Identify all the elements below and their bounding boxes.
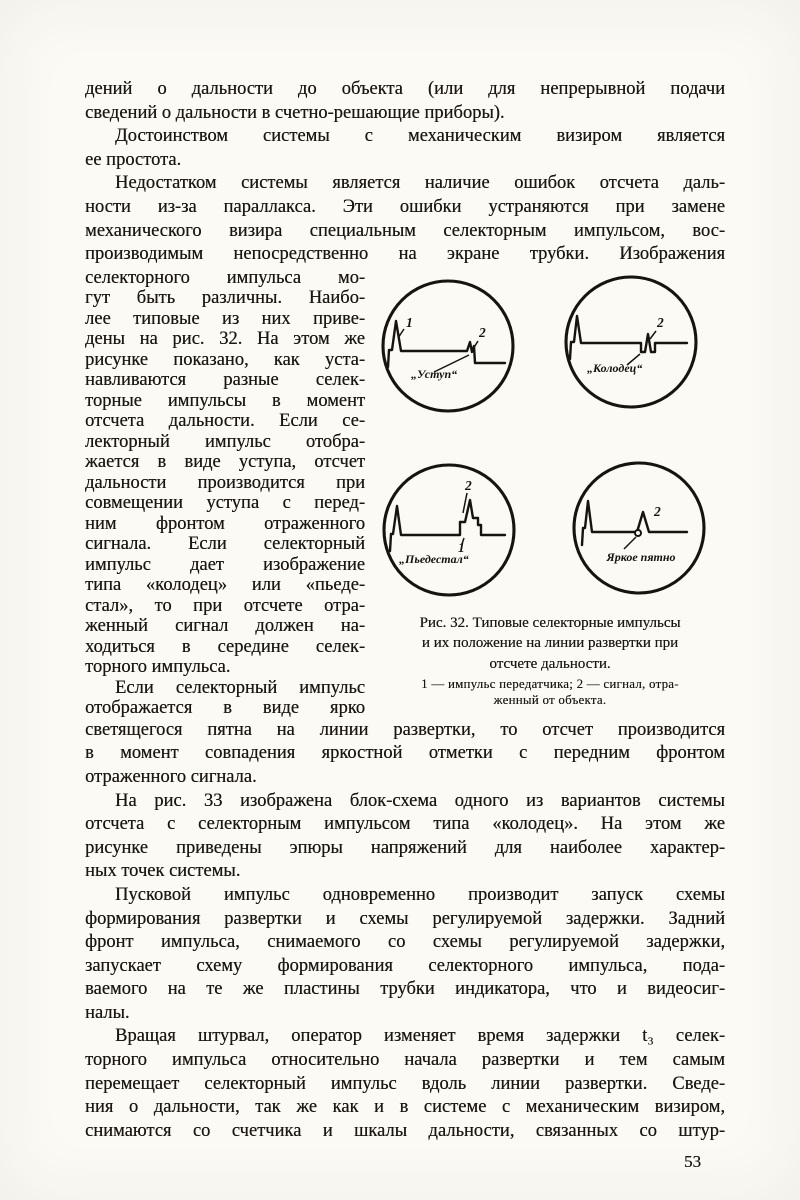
page-number: 53 [684,1152,701,1172]
text-line: торного импульса. [85,657,231,678]
screen-label: Яркое пятно [606,549,676,564]
text-line: светящегося пятна на линии развертки, то отсчет производится [85,719,725,740]
text-line: лекторный импульс отобра- [85,431,365,452]
text-line: совмещении уступа с перед- [85,493,365,514]
waveform-trace-pedestal [390,500,505,551]
text-line: снимаются со счетчика и шкалы дальности, связанных со штур- [85,1120,725,1141]
text-line: женный сигнал должен на- [85,616,365,637]
paragraph [85,719,725,790]
waveform-trace-kolodets [570,316,687,359]
screen-label: „Пьедестал“ [399,551,469,566]
crt-screen-pedestal [379,460,519,600]
text-line: ности из-за параллакса. Эти ошибки устраняются при замене [85,196,725,217]
figure-caption [375,613,725,675]
paragraph [85,78,725,125]
paragraph [85,125,725,172]
text-line: формирования развертки и схемы регулируемой задержки. Задний [85,908,725,929]
screen-label: „Колодец“ [587,360,643,375]
leader-line [463,493,467,513]
crt-circle [384,465,514,595]
text-line: На рис. 33 изображена блок-схема одного из вариантов системы [115,790,725,811]
crt-screen-kolodets [561,272,701,412]
text-line: Пусковой импульс одновременно производит запуск схемы [115,884,725,905]
text-line: отсчете дальности. [489,655,611,672]
figure-note [375,677,725,708]
text-line: жается в виде уступа, отсчет [85,452,365,473]
text-line: Недостатком системы является наличие ошибок отсчета даль- [115,173,725,194]
text-line: дений о дальности до объекта (или для непрерывной подачи [85,79,725,99]
text-line: рисунке показано, как уста- [85,349,365,370]
text-line: ных точек системы. [85,861,241,882]
paragraph [85,790,725,884]
page-content [85,78,725,1172]
figure-circles [375,270,725,606]
text-line: сведений о дальности в счетно-решающие приборы). [85,102,505,123]
text-line: Достоинством системы с механическим визиром является [115,126,725,147]
crt-screen-ustup [378,276,518,416]
mark-transmitter: 1 [406,314,413,330]
text-line: женный от объекта. [493,692,607,707]
text-line: гут быть различны. Наибо- [85,288,365,309]
text-line: отображается в виде ярко [85,698,365,719]
text-line: дальности производится при [85,472,365,493]
text-line: перемещает селекторный импульс вдоль линии развертки. Сведе- [85,1073,725,1094]
text-line: ваемого на те же пластины трубки индикатора, что и видеосиг- [85,979,725,1000]
text-line: типа «колодец» или «пьеде- [85,575,365,596]
text-line: Рис. 32. Типовые селекторные импульсы [419,614,681,631]
mark-signal: 2 [465,477,472,493]
paragraph [85,884,725,1026]
text-line: ходиться в середине селек- [85,636,365,657]
leader-line [650,331,656,339]
mark-signal: 2 [654,503,661,519]
left-text-column [85,268,365,719]
text-line: в момент совпадения яркостной отметки с передним фронтом [85,743,725,764]
text-line: отсчета дальности. Если се- [85,411,365,432]
text-line: механического визира специальным селекторным импульсом, вос- [85,220,725,241]
text-line: и их положение на линии развертки при [421,635,679,652]
text-line: отраженного сигнала. [85,766,257,787]
text-line: налы. [85,1002,130,1023]
text-line: Вращая штурвал, оператор изменяет время задержки t₃ селек- [115,1026,725,1047]
text-line: ее простота. [85,149,182,170]
text-line: рисунке приведены эпюры напряжений для наиболее характер- [85,837,725,858]
text-line: стал», то при отсчете отра- [85,595,365,616]
text-line: запускает схему формирования селекторного импульса, пода- [85,955,725,976]
text-line: дены на рис. 32. На этом же [85,329,365,350]
text-line: Если селекторный импульс [115,677,365,698]
text-line: торные импульсы в момент [85,390,365,411]
crt-circle [383,281,513,411]
text-line: навливаются разные селек- [85,370,365,391]
text-line: селекторного импульса мо- [85,267,365,288]
text-line: отсчета с селекторным импульсом типа «колодец». На этом же [85,814,725,835]
mark-signal: 2 [479,324,486,340]
figure-row [85,268,725,719]
mark-signal: 2 [657,314,664,330]
paragraph [85,1025,725,1143]
text-line: ним фронтом отраженного [85,513,365,534]
crt-screen-bright-spot [569,458,709,598]
bright-spot-dot [635,530,641,536]
text-line: ния о дальности, так же как и в системе с механическим визиром, [85,1097,725,1118]
text-line: производимым непосредственно на экране трубки. Изображения [85,244,725,265]
text-line: лее типовые из них приве- [85,308,365,329]
leader-line [624,537,636,549]
text-line: торного импульса относительно начала развертки и тем самым [85,1050,725,1071]
mark-transmitter: 1 [458,539,465,555]
text-line: 1 — импульс передатчика; 2 — сигнал, отра- [421,677,679,692]
text-line: сигнала. Если селекторный [85,534,365,555]
paragraph [85,172,725,266]
screen-label: „Уступ“ [411,366,458,381]
text-line: импульс дает изображение [85,554,365,575]
figure-32 [375,268,725,709]
top-paragraphs [85,78,725,267]
text-line: фронт импульса, снимаемого со схемы регулируемой задержки, [85,932,725,953]
bottom-paragraphs [85,719,725,1144]
